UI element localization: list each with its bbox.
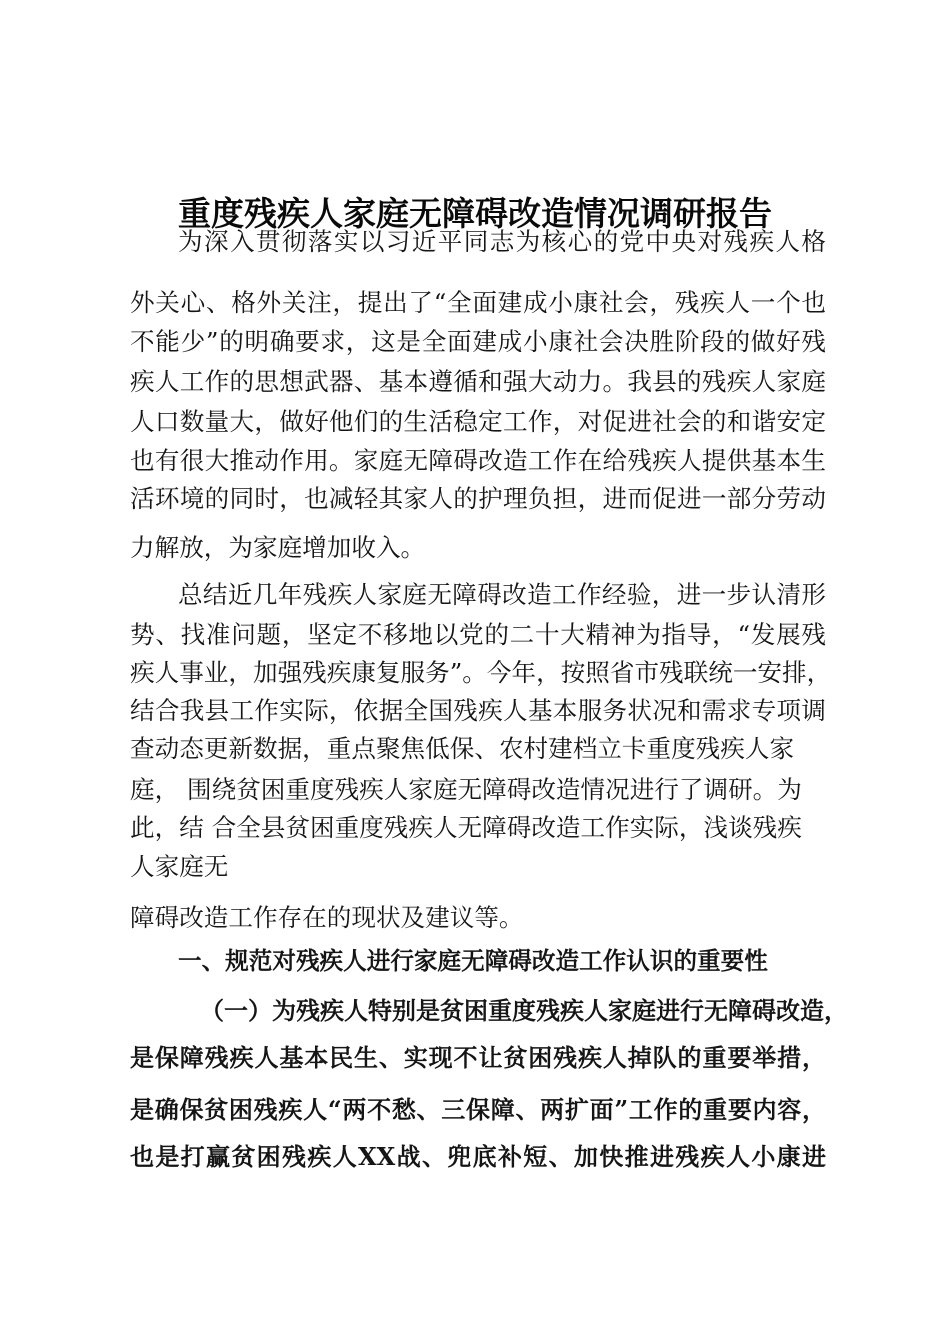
paragraph-1-line: 也有很大推动作用。家庭无障碍改造工作在给残疾人提供基本生 bbox=[130, 446, 826, 475]
paragraph-1-line: 外关心、格外关注，提出了“全面建成小康社会，残疾人一个也 bbox=[130, 288, 826, 317]
paragraph-1-line: 为深入贯彻落实以习近平同志为核心的党中央对残疾人格 bbox=[178, 227, 826, 256]
paragraph-2-line: 此，结 合全县贫困重度残疾人无障碍改造工作实际，浅谈残疾 bbox=[130, 813, 802, 842]
paragraph-1-line: 不能少”的明确要求，这是全面建成小康社会决胜阶段的做好残 bbox=[130, 327, 826, 356]
paragraph-2-line: 结合我县工作实际，依据全国残疾人基本服务状况和需求专项调 bbox=[130, 696, 826, 725]
paragraph-1-line: 活环境的同时，也减轻其家人的护理负担，进而促进一部分劳动 bbox=[130, 484, 826, 513]
paragraph-1-line: 疾人工作的思想武器、基本遵循和强大动力。我县的残疾人家庭 bbox=[130, 367, 826, 396]
paragraph-2-line: 总结近几年残疾人家庭无障碍改造工作经验，进一步认清形 bbox=[178, 580, 826, 609]
paragraph-2-line: 查动态更新数据，重点聚焦低保、农村建档立卡重度残疾人家 bbox=[130, 734, 795, 763]
subsection-line: 是确保贫困残疾人“两不愁、三保障、两扩面”工作的重要内容， bbox=[130, 1095, 826, 1124]
section-heading: 一、规范对残疾人进行家庭无障碍改造工作认识的重要性 bbox=[178, 947, 768, 975]
paragraph-1-line: 力解放，为家庭增加收入。 bbox=[130, 533, 426, 562]
subsection-line: 也是打赢贫困残疾人XX战、兜底补短、加快推进残疾人小康进 bbox=[130, 1142, 826, 1171]
paragraph-2-line: 庭， 围绕贫困重度残疾人家庭无障碍改造情况进行了调研。为 bbox=[130, 775, 802, 804]
paragraph-2-line: 人家庭无 bbox=[130, 852, 229, 881]
paragraph-2-line: 障碍改造工作存在的现状及建议等。 bbox=[130, 903, 524, 932]
paragraph-1-line: 人口数量大，做好他们的生活稳定工作，对促进社会的和谐安定 bbox=[130, 407, 826, 436]
subsection-line: 是保障残疾人基本民生、实现不让贫困残疾人掉队的重要举措， bbox=[130, 1043, 826, 1072]
paragraph-2-line: 疾人事业，加强残疾康复服务”。今年，按照省市残联统一安排， bbox=[130, 658, 832, 687]
subsection-line: （一）为残疾人特别是贫困重度残疾人家庭进行无障碍改造， bbox=[200, 996, 848, 1025]
paragraph-2-line: 势、找准问题，坚定不移地以党的二十大精神为指导，“发展残 bbox=[130, 620, 826, 649]
document-title: 重度残疾人家庭无障碍改造情况调研报告 bbox=[178, 194, 772, 233]
